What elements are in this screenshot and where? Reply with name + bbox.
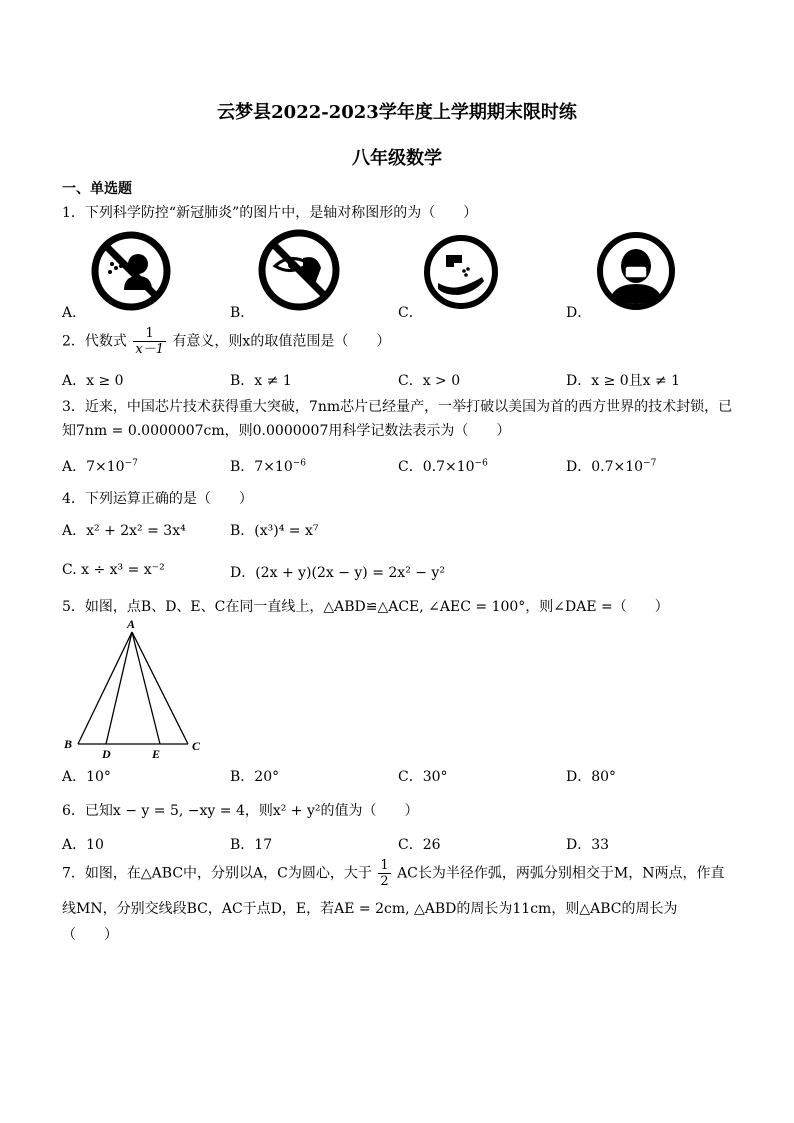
q3-line1: 3．近来，中国芯片技术获得重大突破，7nm芯片已经量产，一举打破以美国为首的西方世界的技术封锁，已 (62, 399, 733, 415)
q6-option-d: D．33 (566, 837, 610, 853)
q1-stem: 1．下列科学防控“新冠肺炎”的图片中，是轴对称图形的为（ ） (62, 205, 478, 221)
section-heading: 一、单选题 (62, 181, 132, 197)
q5-option-c: C．30° (398, 769, 448, 785)
q2-fraction: $\frac{1}{x-1}$ (135, 326, 164, 357)
q3-line2: 知7nm = 0.0000007cm，则0.0000007用科学记数法表示为（ ） (62, 423, 511, 439)
mask-person-icon (595, 230, 677, 312)
q2-option-a: A．x ≥ 0 (62, 373, 124, 389)
q3-option-b: B．$7\times 10^{-6}$ (230, 458, 307, 475)
q6-stem: 6．已知x − y = 5, −xy = 4，则x² + y²的值为（ ） (62, 803, 419, 819)
q5-option-d: D．80° (566, 769, 617, 785)
no-eye-touching-icon (257, 228, 341, 312)
q3-option-c: C．$0.7\times 10^{-6}$ (398, 458, 488, 475)
q7-line3: （ ） (62, 927, 118, 943)
no-spitting-icon (90, 230, 172, 312)
figure-label-c: C (192, 739, 201, 753)
q2-stem: 2．代数式 $\frac{1}{x-1}$ 有意义，则x的取值范围是（ ） (62, 326, 391, 357)
q1-option-d: D． (566, 305, 592, 321)
q4-option-a: A．x² + 2x² = 3x⁴ (62, 523, 186, 539)
figure-label-b: B (64, 737, 73, 751)
q7-line1: 7．如图，在△ABC中，分别以A，C为圆心，大于 $\frac{1}{2}$ AC长为半径作弧，两弧分别相交于M，N两点，作直 (62, 858, 725, 889)
q2-option-b: B．x ≠ 1 (230, 373, 292, 389)
q4-stem: 4．下列运算正确的是（ ） (62, 491, 253, 507)
q1-option-c: C． (398, 305, 423, 321)
q3-option-a: A．$7\times 10^{-7}$ (62, 458, 138, 475)
q5-option-a: A．10° (62, 769, 111, 785)
figure-label-e: E (152, 747, 161, 761)
exam-subtitle: 八年级数学 (352, 148, 442, 169)
figure-label-a: A (127, 617, 136, 631)
exam-title: 云梦县2022-2023学年度上学期期末限时练 (217, 102, 577, 123)
q4-option-c: C. x ÷ x³ = x⁻² (62, 562, 165, 578)
figure-label-d: D (102, 747, 111, 761)
q3-option-d: D．$0.7\times 10^{-7}$ (566, 458, 657, 475)
q5-triangle-figure (60, 614, 210, 764)
q1-option-a: A． (62, 305, 87, 321)
q5-option-b: B．20° (230, 769, 280, 785)
q2-option-d: D．x ≥ 0且x ≠ 1 (566, 373, 681, 389)
q2-option-c: C．x > 0 (398, 373, 461, 389)
q1-option-b: B． (230, 305, 255, 321)
hand-washing-icon (422, 233, 500, 311)
q7-fraction: $\frac{1}{2}$ (380, 858, 389, 889)
q6-option-a: A．10 (62, 837, 104, 853)
q6-option-b: B．17 (230, 837, 273, 853)
q4-option-d: D．(2x + y)(2x − y) = 2x² − y² (230, 565, 445, 581)
q6-option-c: C．26 (398, 837, 441, 853)
q5-stem: 5．如图，点B、D、E、C在同一直线上，△ABD≌△ACE, ∠AEC = 100°，则∠DAE =（ ） (62, 599, 669, 615)
q7-line2: 线MN，分别交线段BC，AC于点D，E，若AE = 2cm, △ABD的周长为11cm，则△ABC的周长为 (62, 901, 678, 917)
q4-option-b: B．(x³)⁴ = x⁷ (230, 523, 319, 539)
